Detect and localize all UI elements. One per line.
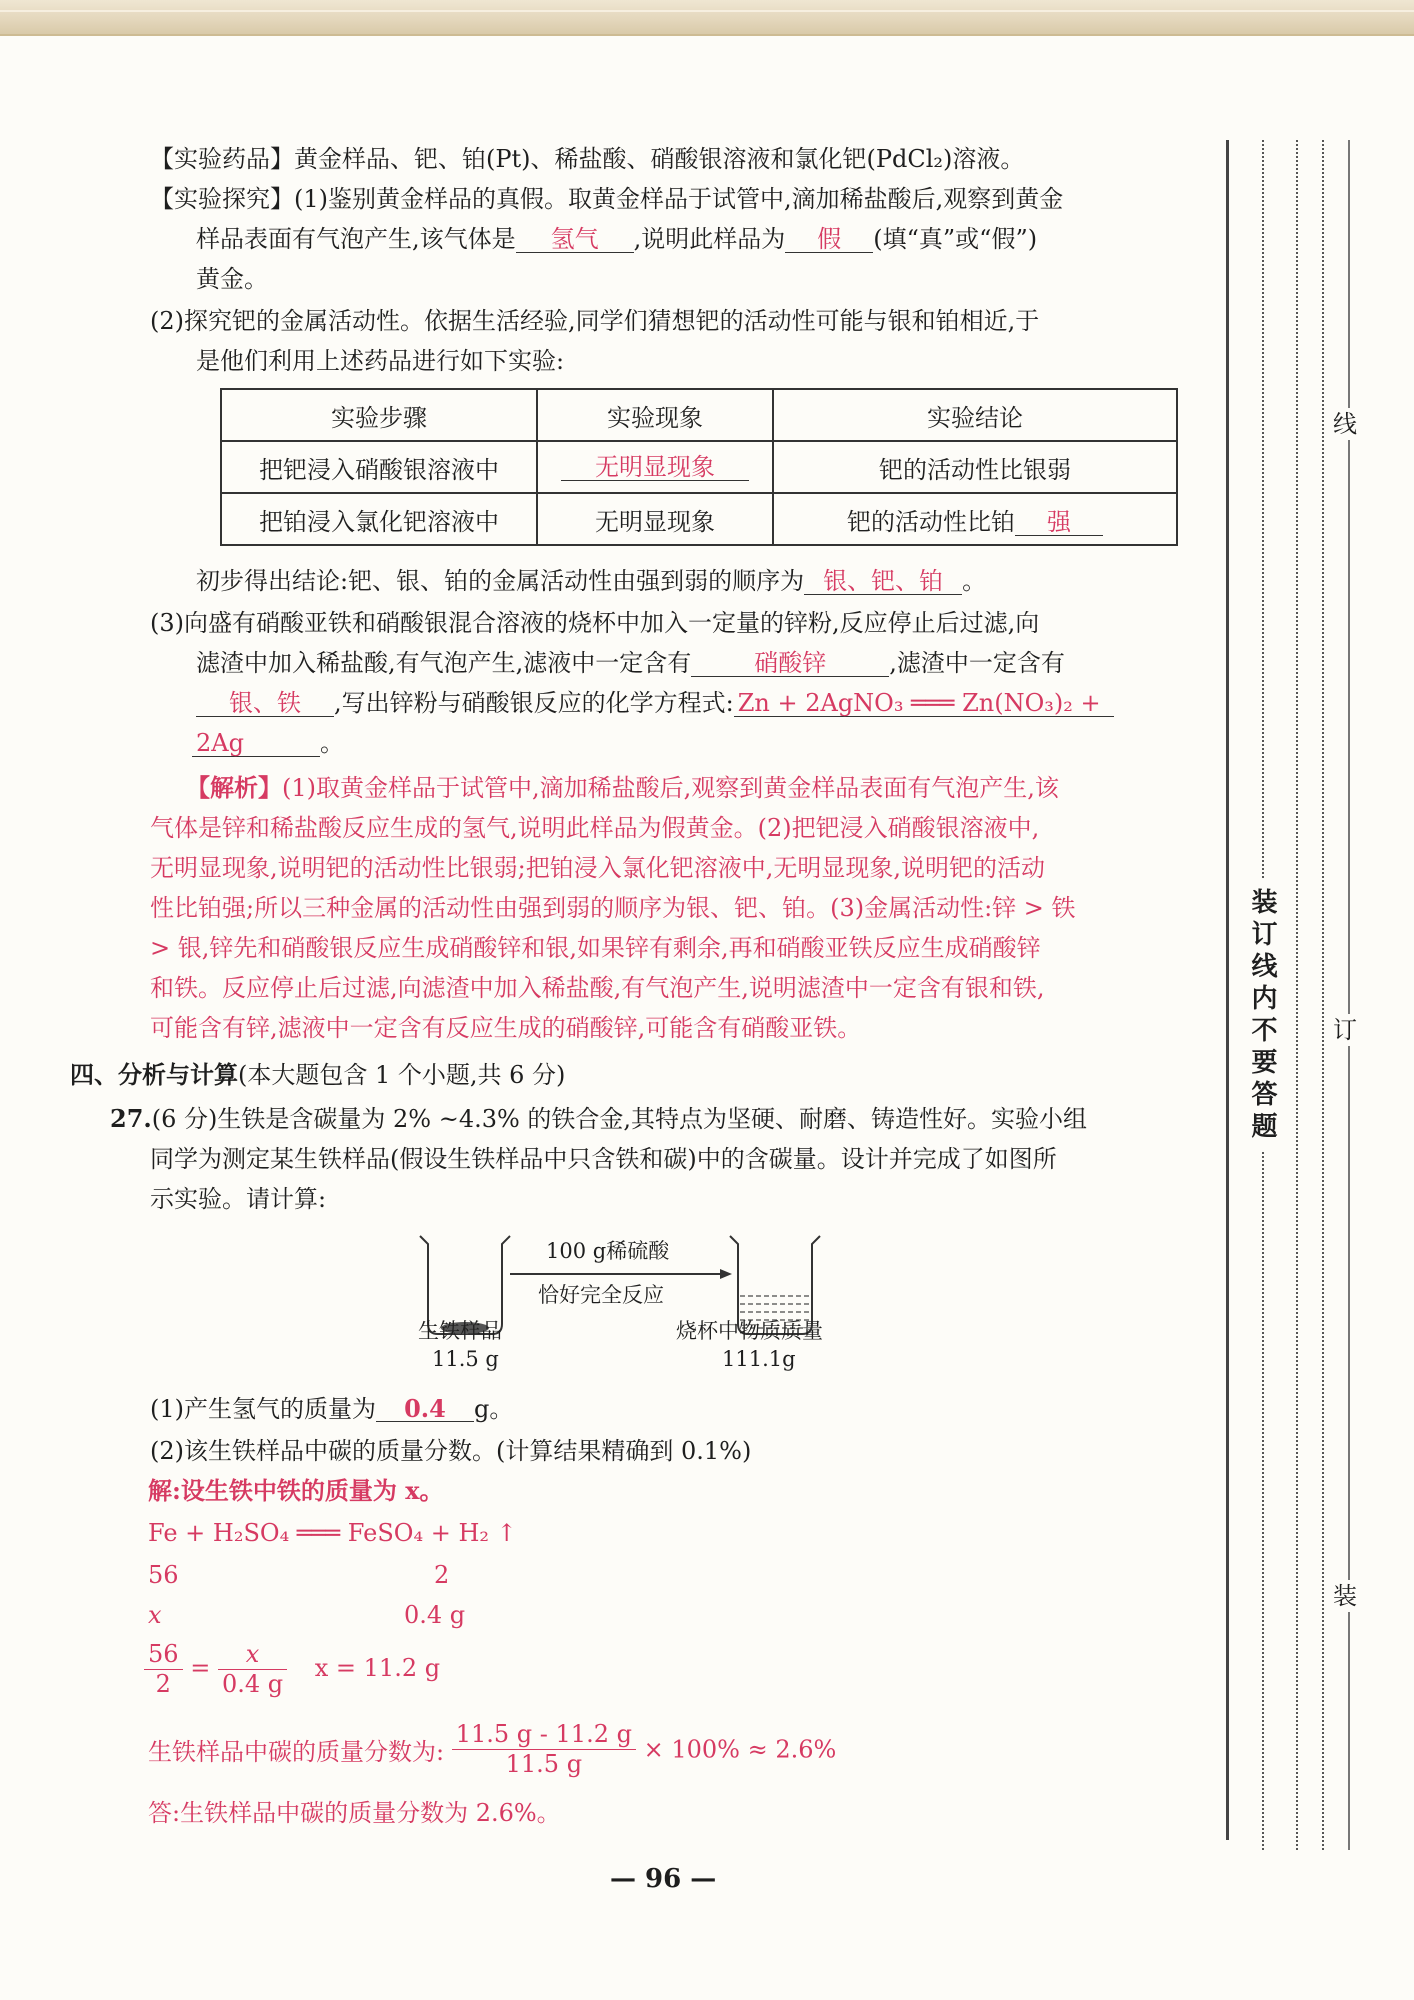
explore-line-2: 样品表面有气泡产生,该气体是 氢气 ,说明此样品为 假 (填“真”或“假”) bbox=[196, 225, 1038, 253]
q27-sub1: (1)产生氢气的质量为 0.4 g。 bbox=[150, 1394, 514, 1423]
analysis-line: > 银,锌先和硝酸银反应生成硝酸锌和银,如果锌有剩余,再和硝酸亚铁反应生成硝酸锌 bbox=[150, 934, 1041, 962]
solution-unknown: x bbox=[148, 1601, 162, 1629]
sidebar-char-bottom: 装 bbox=[1330, 1580, 1360, 1612]
q27-line-1: 27.(6 分)生铁是含碳量为 2% ~4.3% 的铁合金,其特点为坚硬、耐磨、铸造性好。实验小组 bbox=[110, 1104, 1088, 1133]
sidebar-border bbox=[1226, 140, 1229, 1840]
table-cell: 无明显现象 bbox=[537, 493, 773, 545]
analysis-line: 可能含有锌,滤液中一定含有反应生成的硝酸锌,可能含有硝酸亚铁。 bbox=[150, 1014, 862, 1042]
fraction-carbon: $\frac{11.5 g - 11.2 g}{11.5 g}$ bbox=[452, 1720, 636, 1779]
table-header: 实验现象 bbox=[537, 389, 773, 441]
analysis-line: 和铁。反应停止后过滤,向滤渣中加入稀盐酸,有气泡产生,说明滤渣中一定含有银和铁, bbox=[150, 974, 1045, 1002]
sidebar-dots bbox=[1322, 140, 1324, 1850]
answer-gas: 氢气 bbox=[516, 227, 634, 253]
q27-line-2: 同学为测定某生铁样品(假设生铁样品中只含铁和碳)中的含碳量。设计并完成了如图所 bbox=[150, 1145, 1057, 1173]
analysis-block bbox=[150, 768, 1200, 1048]
table-header-row bbox=[221, 389, 1177, 441]
table-cell: 把铂浸入氯化钯溶液中 bbox=[221, 493, 537, 545]
solution-ratio-h2: 2 bbox=[434, 1561, 450, 1589]
analysis-line: 无明显现象,说明钯的活动性比银弱;把铂浸入氯化钯溶液中,无明显现象,说明钯的活动 bbox=[150, 854, 1045, 882]
page-number: — 96 — bbox=[610, 1864, 717, 1894]
table-cell: 把钯浸入硝酸银溶液中 bbox=[221, 441, 537, 493]
analysis-line: 【解析】(1)取黄金样品于试管中,滴加稀盐酸后,观察到黄金样品表面有气泡产生,该 bbox=[186, 773, 1059, 802]
q3-line-1: (3)向盛有硝酸亚铁和硝酸银混合溶液的烧杯中加入一定量的锌粉,反应停止后过滤,向 bbox=[150, 609, 1040, 637]
answer-order: 银、钯、铂 bbox=[804, 569, 962, 595]
fraction-left: $\frac{56}{2}$ bbox=[144, 1640, 183, 1699]
arrow-head bbox=[720, 1269, 732, 1279]
sidebar-char-top: 线 bbox=[1330, 408, 1360, 440]
right-beaker-label: 烧杯中物质质量 bbox=[676, 1319, 823, 1343]
prelim-line: 初步得出结论:钯、银、铂的金属活动性由强到弱的顺序为 银、钯、铂 。 bbox=[196, 567, 987, 595]
solution-ratio-fe: 56 bbox=[148, 1561, 179, 1589]
q27-sub2: (2)该生铁样品中碳的质量分数。(计算结果精确到 0.1%) bbox=[150, 1437, 752, 1465]
sidebar-char-middle: 订 bbox=[1330, 1014, 1360, 1046]
sidebar-dots bbox=[1296, 140, 1298, 1850]
q3-line-2: 滤渣中加入稀盐酸,有气泡产生,滤液中一定含有 硝酸锌 ,滤渣中一定含有 bbox=[196, 649, 1065, 677]
explore-line-4: (2)探究钯的金属活动性。依据生活经验,同学们猜想钯的活动性可能与银和铂相近,于 bbox=[150, 307, 1040, 335]
table-row bbox=[221, 441, 1177, 493]
left-beaker-label: 生铁样品 bbox=[418, 1319, 502, 1343]
page-top-band bbox=[0, 0, 1414, 36]
experiment-table bbox=[220, 388, 1178, 546]
table-cell: 无明显现象 bbox=[537, 441, 773, 493]
arrow-label-top: 100 g稀硫酸 bbox=[546, 1239, 670, 1263]
solution-result: x = 11.2 g bbox=[314, 1653, 441, 1682]
solution-proportion: $\frac{56}{2}$ = $\frac{x}{0.4 g}$ x = 11.2 g bbox=[144, 1640, 440, 1699]
table-header: 实验步骤 bbox=[221, 389, 537, 441]
answer-hydrogen-mass: 0.4 bbox=[376, 1396, 474, 1422]
fraction-right: $\frac{x}{0.4 g}$ bbox=[218, 1640, 287, 1699]
table-cell: 钯的活动性比铂 强 bbox=[773, 493, 1177, 545]
left-beaker-mass: 11.5 g bbox=[432, 1347, 499, 1371]
right-beaker-mass: 111.1g bbox=[722, 1347, 796, 1371]
arrow-label-bottom: 恰好完全反应 bbox=[538, 1283, 664, 1307]
reagents-label: 【实验药品】 bbox=[150, 145, 294, 173]
explore-line-1: 【实验探究】(1)鉴别黄金样品的真假。取黄金样品于试管中,滴加稀盐酸后,观察到黄金 bbox=[150, 185, 1064, 213]
answer-equation: Zn + 2AgNO₃ ═══ Zn(NO₃)₂ + bbox=[734, 691, 1114, 717]
explore-line-3: 黄金。 bbox=[196, 265, 268, 293]
analysis-line: 性比铂强;所以三种金属的活动性由强到弱的顺序为银、钯、铂。(3)金属活动性:锌 > 铁 bbox=[150, 894, 1076, 922]
table-header: 实验结论 bbox=[773, 389, 1177, 441]
reagents-text: 黄金样品、钯、铂(Pt)、稀盐酸、硝酸银溶液和氯化钯(PdCl₂)溶液。 bbox=[294, 145, 1025, 173]
solution-percentage: 生铁样品中碳的质量分数为: $\frac{11.5 g - 11.2 g}{11.5 g}$ × 100% ≈ 2.6% bbox=[148, 1720, 837, 1778]
q3-line-3: 银、铁 ,写出锌粉与硝酸银反应的化学方程式: Zn + 2AgNO₃ ═══ Zn(NO₃)₂ + bbox=[196, 684, 1114, 722]
section4-heading: 四、分析与计算(本大题包含 1 个小题,共 6 分) bbox=[70, 1060, 566, 1089]
reagents-line bbox=[150, 140, 1024, 178]
explore-line-5: 是他们利用上述药品进行如下实验: bbox=[196, 347, 565, 375]
analysis-line: 气体是锌和稀盐酸反应生成的氢气,说明此样品为假黄金。(2)把钯浸入硝酸银溶液中, bbox=[150, 814, 1040, 842]
solution-equation: Fe + H₂SO₄ ═══ FeSO₄ + H₂ ↑ bbox=[148, 1519, 517, 1547]
solution-setup: 解:设生铁中铁的质量为 x。 bbox=[148, 1476, 444, 1505]
table-cell: 钯的活动性比银弱 bbox=[773, 441, 1177, 493]
solution-answer: 答:生铁样品中碳的质量分数为 2.6%。 bbox=[148, 1799, 561, 1827]
q27-line-3: 示实验。请计算: bbox=[150, 1185, 327, 1213]
table-row bbox=[221, 493, 1177, 545]
sidebar-vertical-text: 装订线内不要答题 bbox=[1244, 880, 1281, 1152]
answer-true-false: 假 bbox=[785, 227, 873, 253]
q3-line-4: 2Ag 。 bbox=[192, 724, 344, 762]
solution-h2-mass: 0.4 g bbox=[404, 1601, 466, 1629]
